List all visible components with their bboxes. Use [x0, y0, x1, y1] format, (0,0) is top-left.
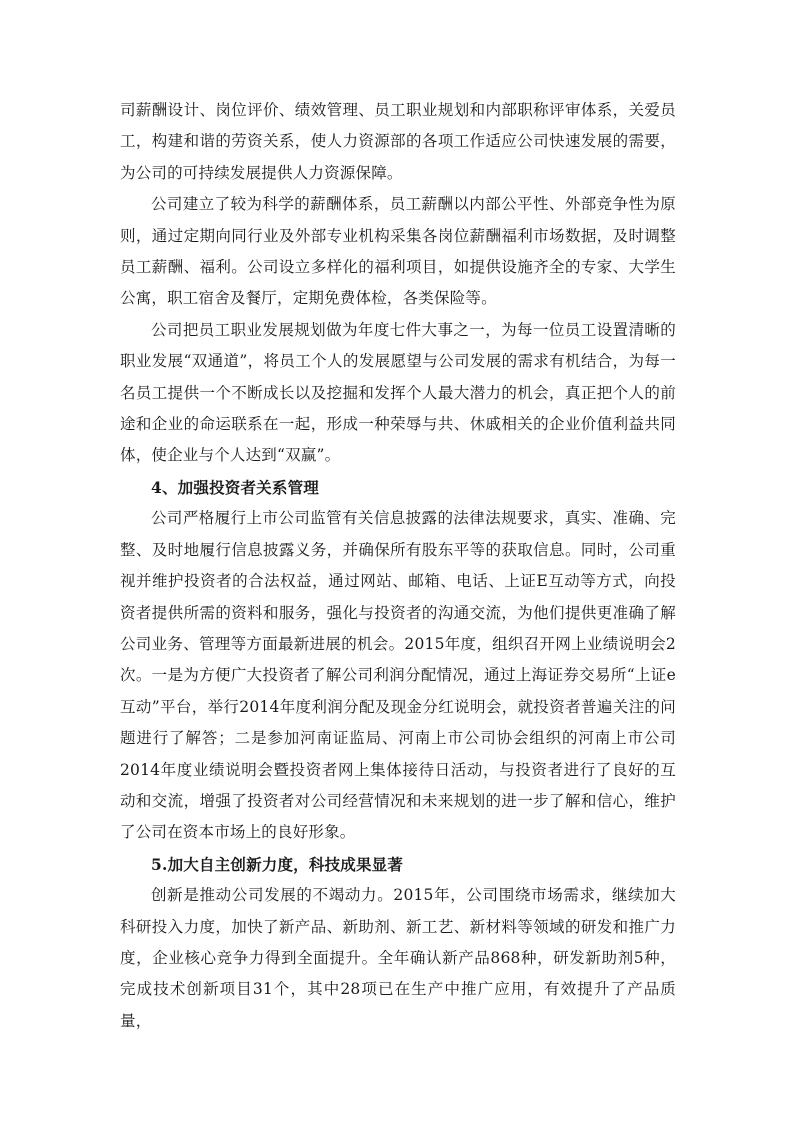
- section-heading-investor-relations: 4、加强投资者关系管理: [151, 477, 319, 497]
- section-heading-innovation: 5.加大自主创新力度，科技成果显著: [151, 854, 404, 874]
- paragraph-compensation-system: 公司建立了较为科学的薪酬体系，员工薪酬以内部公平性、外部竞争性为原则，通过定期向同行业及外部专业机构采集各岗位薪酬福利市场数据，及时调整员工薪酬、福利。公司设立多样化的福利项目，如提供设施齐全的专家、大学生公寓，职工宿舍及餐厅，定期免费体检，各类保险等。: [120, 195, 676, 308]
- paragraph-investor-relations: 公司严格履行上市公司监管有关信息披露的法律法规要求，真实、准确、完整、及时地履行信息披露义务，并确保所有股东平等的获取信息。同时，公司重视并维护投资者的合法权益，通过网站、邮箱、电话、上证E互动等方式，向投资者提供所需的资料和服务，强化与投资者的沟通交流，为他们提供更准确了解公司业务、管理等方面最新进展的机会。2015年度，组织召开网上业绩说明会2次。一是为方便广大投资者了解公司利润分配情况，通过上海证券交易所“上证e互动”平台，举行2014年度利润分配及现金分红说明会，就投资者普遍关注的问题进行了解答；二是参加河南证监局、河南上市公司协会组织的河南上市公司2014年度业绩说明会暨投资者网上集体接待日活动，与投资者进行了良好的互动和交流，增强了投资者对公司经营情况和未来规划的进一步了解和信心，维护了公司在资本市场上的良好形象。: [120, 509, 676, 842]
- paragraph-career-development: 公司把员工职业发展规划做为年度七件大事之一，为每一位员工设置清晰的职业发展“双通道”，将员工个人的发展愿望与公司发展的需求有机结合，为每一名员工提供一个不断成长以及挖掘和发挥个人最大潜力的机会，真正把个人的前途和企业的命运联系在一起，形成一种荣辱与共、休戚相关的企业价值利益共同体，使企业与个人达到“双赢”。: [120, 320, 676, 465]
- document-page: [120, 95, 676, 1037]
- paragraph-hr-system-continued: 司薪酬设计、岗位评价、绩效管理、员工职业规划和内部职称评审体系，关爱员工，构建和谐的劳资关系，使人力资源部的各项工作适应公司快速发展的需要，为公司的可持续发展提供人力资源保障。: [120, 101, 676, 182]
- paragraph-innovation: 创新是推动公司发展的不竭动力。2015年，公司围绕市场需求，继续加大科研投入力度，加快了新产品、新助剂、新工艺、新材料等领域的研发和推广力度，企业核心竞争力得到全面提升。全年确认新产品868种，研发新助剂5种，完成技术创新项目31个，其中28项已在生产中推广应用，有效提升了产品质量，: [120, 886, 676, 1030]
